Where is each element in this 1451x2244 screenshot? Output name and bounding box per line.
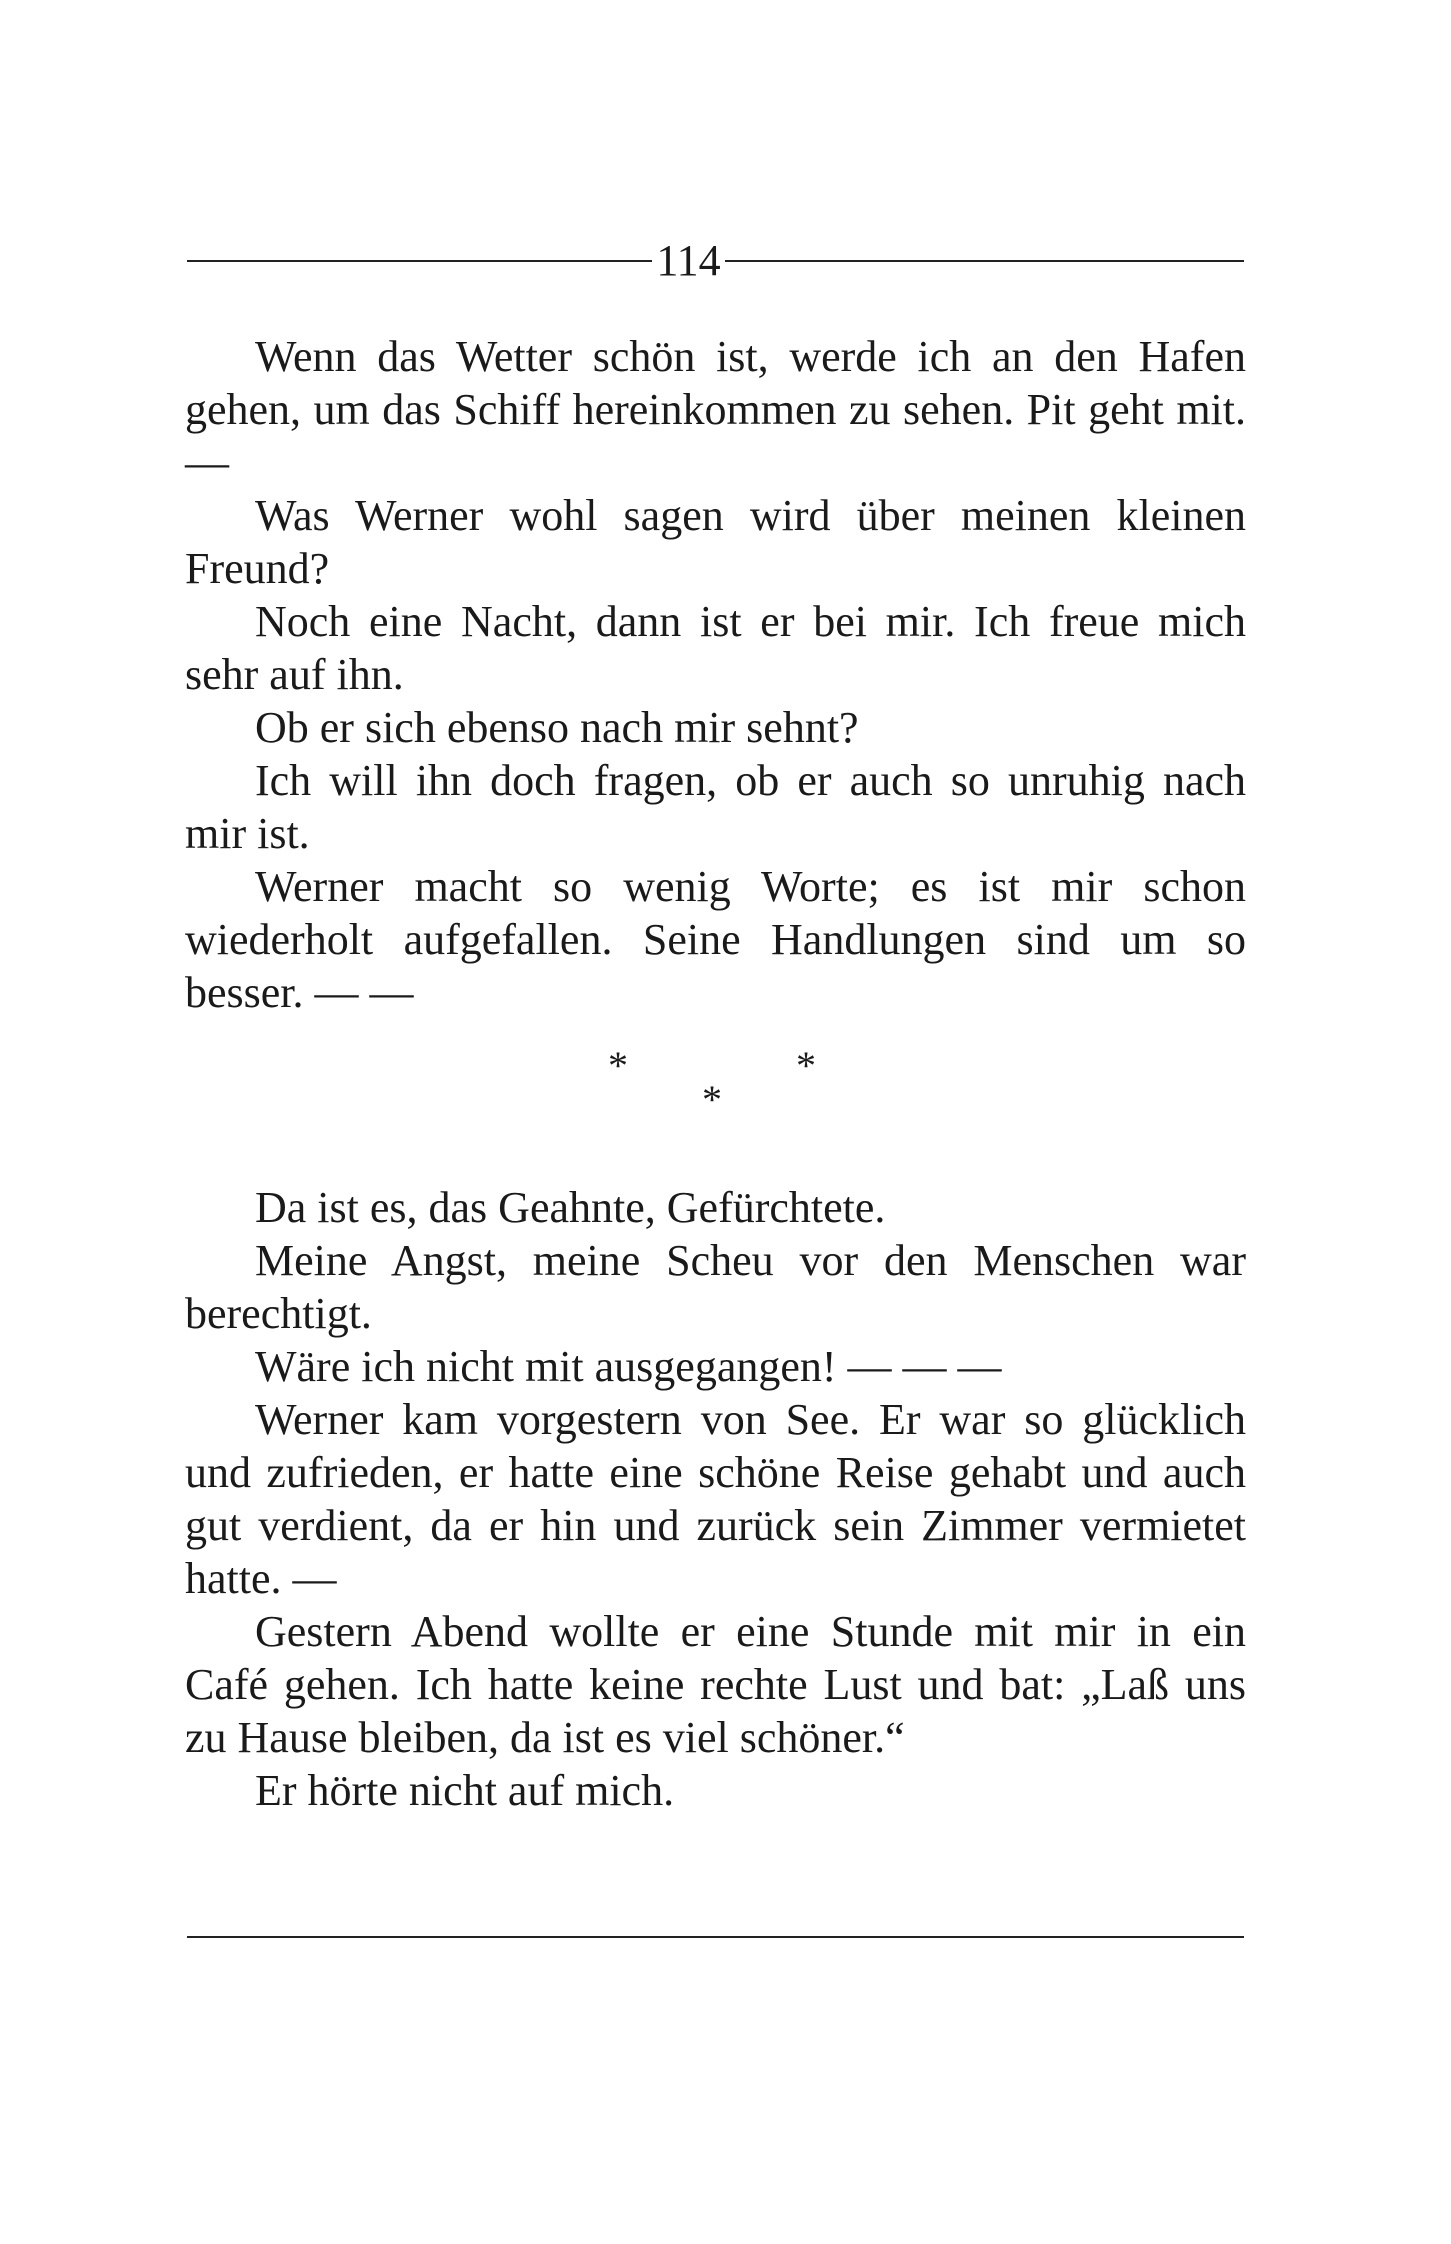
paragraph: Meine Angst, meine Scheu vor den Menschen war berechtigt.: [185, 1236, 1246, 1338]
paragraph: Gestern Abend wollte er eine Stunde mit mir in ein Café gehen. Ich hatte keine rechte Lust und bat: „Laß uns zu Hause bleiben, da ist es viel schöner.“: [185, 1607, 1246, 1762]
page-number: 114: [656, 236, 721, 285]
paragraph: Werner kam vorgestern von See. Er war so glücklich und zufrieden, er hatte eine schöne Reise gehabt und auch gut verdient, da er hin und zurück sein Zimmer vermietet hatte. —: [185, 1395, 1246, 1603]
paragraph: Noch eine Nacht, dann ist er bei mir. Ich freue mich sehr auf ihn.: [185, 597, 1246, 699]
paragraph: Wäre ich nicht mit ausgegangen! — — —: [255, 1342, 1002, 1391]
paragraph: Ob er sich ebenso nach mir sehnt?: [255, 703, 859, 752]
paragraph: Er hörte nicht auf mich.: [255, 1766, 675, 1815]
asterisk: *: [796, 1043, 816, 1088]
paragraph: Da ist es, das Geahnte, Gefürchtete.: [255, 1183, 886, 1232]
footer-rule: [187, 1936, 1244, 1938]
paragraph: Ich will ihn doch fragen, ob er auch so unruhig nach mir ist.: [185, 756, 1246, 858]
text-section-1: [185, 330, 1246, 1019]
asterisk: *: [702, 1077, 722, 1122]
paragraph: Was Werner wohl sagen wird über meinen kleinen Freund?: [185, 491, 1246, 593]
text-section-2: [185, 1181, 1246, 1817]
paragraph: Wenn das Wetter schön ist, werde ich an den Hafen gehen, um das Schiff hereinkommen zu sehen. Pit geht mit. —: [185, 332, 1246, 487]
header-rule-right: [725, 260, 1244, 262]
header-rule-left: [187, 260, 652, 262]
section-break-asterism: [560, 1040, 840, 1140]
paragraph: Werner macht so wenig Worte; es ist mir schon wiederholt aufgefallen. Seine Handlungen sind um so besser. — —: [185, 862, 1246, 1017]
page-header: [187, 236, 1244, 286]
asterisk: *: [608, 1043, 628, 1088]
